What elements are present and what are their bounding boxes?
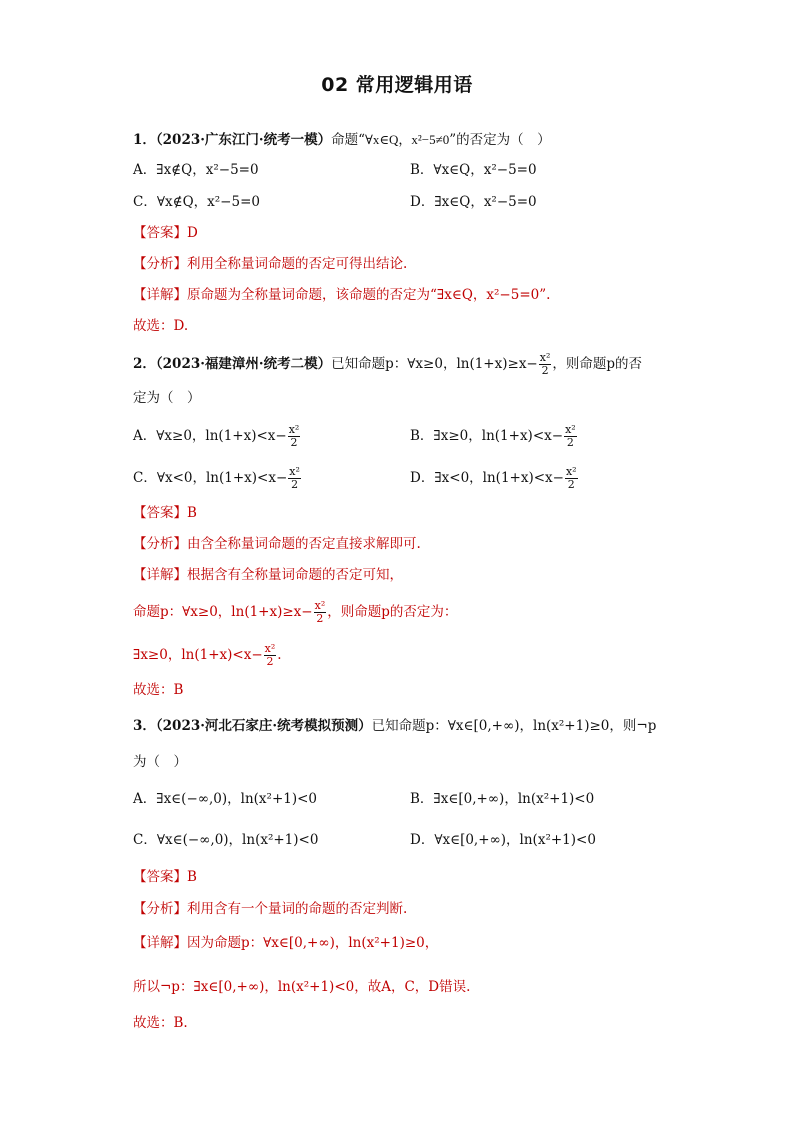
answer-value: B [187, 869, 197, 885]
detail-text: 命题p：∀x≥0，ln(1+x)≥x− [133, 604, 313, 620]
answer-line [133, 867, 197, 887]
fraction-denominator: 2 [567, 478, 575, 491]
option-c: C．∀x∈(−∞,0)，ln(x²+1)<0 [133, 832, 319, 848]
detail-text: . [277, 647, 282, 663]
answer-tag: 【答案】 [133, 869, 187, 885]
fraction-numerator: x² [565, 423, 576, 436]
fraction-denominator: 2 [291, 478, 299, 491]
option-d: D．∃x∈Q，x²−5=0 [410, 194, 537, 210]
question-number: 1． [133, 132, 156, 148]
fraction-numerator: x² [264, 642, 276, 655]
stem-text: ”的否定为（ ） [449, 132, 551, 148]
analysis-tag: 【分析】 [133, 536, 187, 552]
detail-text: ∃x≥0，ln(1+x)<x− [133, 647, 263, 663]
fraction-denominator: 2 [566, 436, 574, 449]
option-text: D．∃x<0，ln(1+x)<x− [410, 470, 564, 486]
detail-text: ，则命题p的否定为： [327, 604, 458, 620]
question-source: （2023·广东江门·统考一模） [155, 132, 332, 148]
answer-tag: 【答案】 [133, 505, 187, 521]
fraction-denominator: 2 [290, 436, 298, 449]
stem-text: 已知命题p：∀x≥0，ln(1+x)≥x− [331, 356, 538, 372]
option-a: A．∃x∈(−∞,0)，ln(x²+1)<0 [133, 791, 318, 807]
fraction-numerator: x² [288, 423, 300, 436]
answer-value: D [187, 225, 198, 241]
option-c: C．∀x∉Q，x²−5=0 [133, 194, 260, 210]
choose-line: 故选：D. [133, 318, 189, 334]
option-b: B．∀x∈Q，x²−5=0 [410, 162, 537, 178]
answer-tag: 【答案】 [133, 225, 187, 241]
analysis-line [133, 534, 421, 554]
detail-tag: 【详解】 [133, 935, 187, 951]
answer-line [133, 223, 198, 243]
analysis-line [133, 254, 407, 274]
detail-tag: 【详解】 [133, 287, 187, 303]
detail-tag: 【详解】 [133, 567, 187, 583]
option-b: B．∃x∈[0,+∞)，ln(x²+1)<0 [410, 791, 595, 807]
question-source: （2023·福建漳州·统考二模） [155, 356, 332, 372]
option-c [133, 466, 302, 491]
choose-line: 故选：B [133, 682, 184, 698]
stem-math: ∀x∈Q，x²−5≠0 [365, 132, 450, 147]
fraction [288, 466, 301, 491]
question-2-stem [133, 352, 642, 377]
question-1-stem [133, 130, 551, 150]
question-2-stem-cont: 定为（ ） [133, 390, 201, 406]
analysis-text: 利用含有一个量词的命题的否定判断. [187, 901, 408, 917]
fraction [264, 643, 277, 668]
detail-text: 根据含有全称量词命题的否定可知， [187, 567, 403, 583]
page-title: 02 常用逻辑用语 [321, 74, 473, 96]
detail-line-3 [133, 643, 282, 668]
stem-text: ，则命题p的否 [552, 356, 643, 372]
fraction-numerator: x² [289, 465, 300, 478]
stem-text: 已知命题p：∀x∈[0,+∞)，ln(x²+1)≥0，则¬p [371, 718, 657, 734]
option-d: D．∀x∈[0,+∞)，ln(x²+1)<0 [410, 832, 596, 848]
fraction-denominator: 2 [266, 655, 274, 668]
analysis-tag: 【分析】 [133, 256, 187, 272]
fraction-numerator: x² [565, 465, 577, 478]
choose-line: 故选：B. [133, 1015, 188, 1031]
detail-line [133, 565, 403, 585]
fraction [314, 600, 327, 625]
fraction-numerator: x² [314, 599, 326, 612]
fraction [539, 352, 552, 377]
question-number: 3． [133, 718, 156, 734]
fraction-denominator: 2 [316, 612, 324, 625]
fraction [564, 424, 577, 449]
analysis-text: 由含全称量词命题的否定直接求解即可. [187, 536, 421, 552]
option-d [410, 466, 579, 491]
fraction [288, 424, 301, 449]
detail-line [133, 933, 438, 953]
option-text: B．∃x≥0，ln(1+x)<x− [410, 428, 564, 444]
question-3-stem [133, 716, 656, 736]
question-source: （2023·河北石家庄·统考模拟预测） [155, 718, 372, 734]
option-a: A．∃x∉Q，x²−5=0 [133, 162, 259, 178]
fraction [565, 466, 578, 491]
option-text: A．∀x≥0，ln(1+x)<x− [133, 428, 287, 444]
option-a [133, 424, 301, 449]
detail-line-2: 所以¬p：∃x∈[0,+∞)，ln(x²+1)<0，故A，C，D错误. [133, 979, 471, 995]
fraction-numerator: x² [539, 351, 551, 364]
stem-text: 命题“ [331, 132, 366, 148]
option-b [410, 424, 578, 449]
detail-text: 原命题为全称量词命题，该命题的否定为“∃x∈Q，x²−5=0”. [187, 287, 551, 303]
answer-value: B [187, 505, 197, 521]
answer-line [133, 503, 197, 523]
detail-line-2 [133, 600, 457, 625]
analysis-tag: 【分析】 [133, 901, 187, 917]
detail-text: 因为命题p：∀x∈[0,+∞)，ln(x²+1)≥0， [187, 935, 439, 951]
question-3-stem-cont: 为（ ） [133, 754, 187, 770]
detail-line [133, 285, 550, 305]
fraction-denominator: 2 [541, 364, 549, 377]
analysis-line [133, 899, 407, 919]
analysis-text: 利用全称量词命题的否定可得出结论. [187, 256, 408, 272]
option-text: C．∀x<0，ln(1+x)<x− [133, 470, 288, 486]
question-number: 2． [133, 356, 156, 372]
